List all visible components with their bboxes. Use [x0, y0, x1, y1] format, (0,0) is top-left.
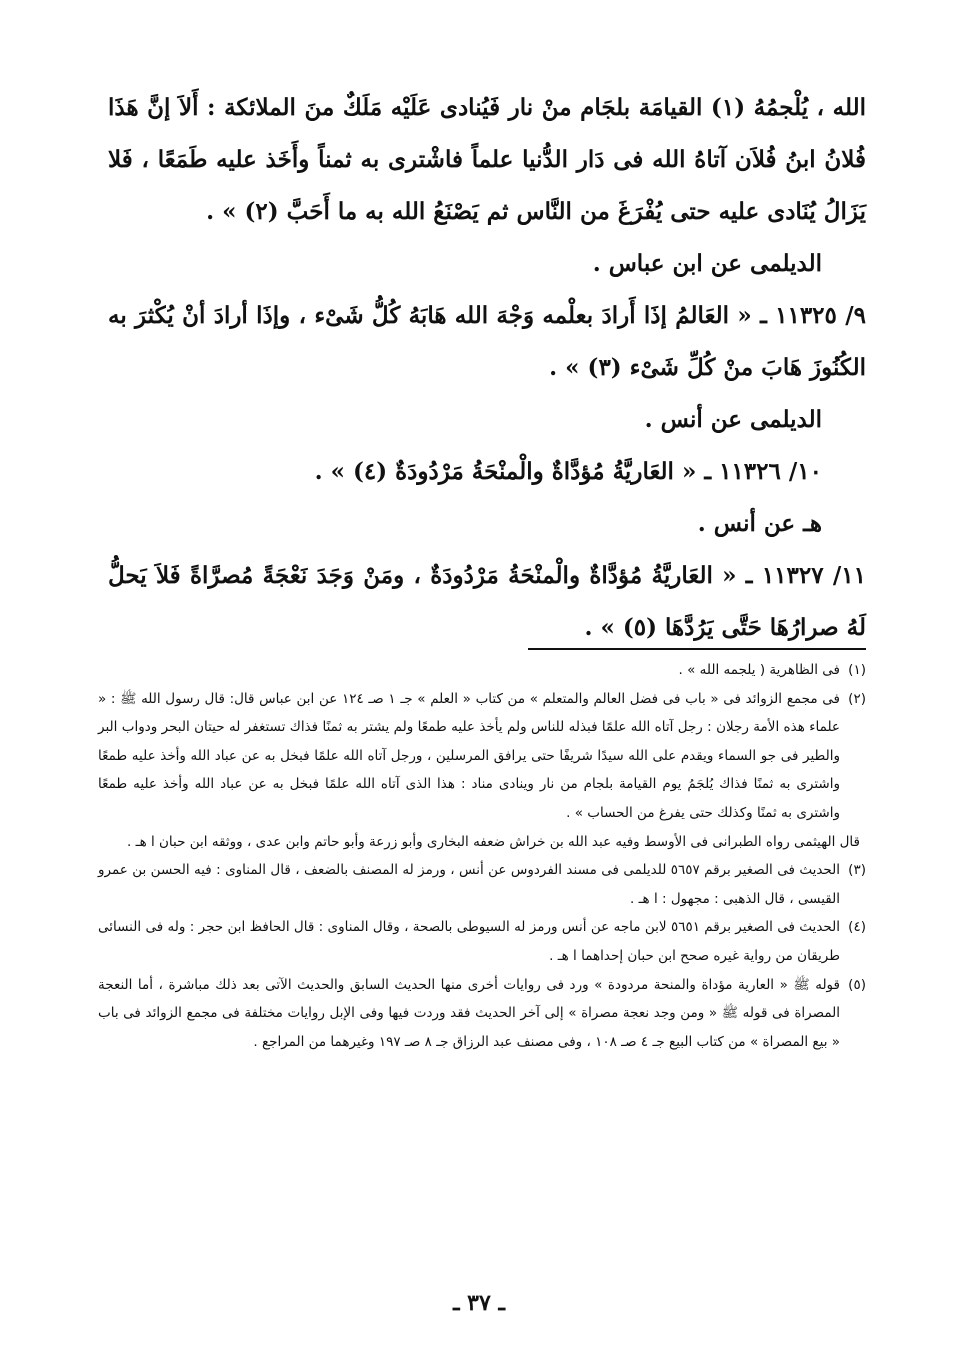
main-text [108, 82, 866, 654]
footnote-divider [528, 648, 866, 650]
hadith-11327: ١١/ ١١٣٢٧ ـ « العَاريَّةُ مُؤدَّاةٌ والْمنْحَةُ مَرْدُودَةٌ ، ومَنْ وَجَدَ نَعْجَةً مُصرَّاةً فَلاَ يَحلُّ لَهُ صرارُهَا حَتَّى يَرُدَّهَا (٥) » . [108, 562, 866, 641]
hadith-source: الديلمى عن ابن عباس . [592, 250, 822, 277]
hadith-source: هـ عن أنس . [697, 510, 822, 537]
footnote-4 [98, 913, 866, 970]
footnote-text: قوله ﷺ « العارية مؤداة والمنحة مردودة » ورد فى روايات أخرى منها الحديث السابق والحديث الآتى بعد ذلك مباشرة ، أما النعجة المصراة فى قوله ﷺ « ومن وجد نعجة مصراة » إلى آخر الحديث فقد وردت فيها وفى الإبل روايات مختلفة فى مجمع الزوائد فى باب « بيع المصراة » من كتاب البيع جـ ٤ صـ ١٠٨ ، وفى مصنف عبد الرزاق جـ ٨ صـ ١٩٧ وغيرهما من المراجع . [98, 976, 840, 1050]
hadith-11325: ٩/ ١١٣٢٥ ـ « العَالمُ إذَا أَرادَ بعلْمه وَجْهَ الله هَابَهُ كُلُّ شَىْء ، وإذَا أرادَ أنْ يُكْثرَ به الكُنُوزَ هَابَ منْ كُلِّ شَىْء (٣) » . [108, 302, 866, 381]
footnote-2-continuation: قال الهيثمى رواه الطبرانى فى الأوسط وفيه عبد الله بن خراش ضعفه البخارى وأبو زرعة وأبو حاتم وابن عدى ، ووثقه ابن حبان ا هـ . [127, 833, 860, 850]
footnote-text: فى الظاهرية ( يلجمه الله » . [678, 662, 840, 678]
footnote-text: الحديث فى الصغير برقم ٥٦٥٧ للديلمى فى مسند الفردوس عن أنس ، ورمز له المصنف بالضعف ، قال المناوى : فيه الحسن بن عمرو القيسى ، قال الذهبى : مجهول : ا هـ . [98, 862, 840, 907]
footnote-number: (٤) [848, 919, 866, 936]
footnote-5 [98, 971, 866, 1057]
footnote-3 [98, 856, 866, 913]
footnote-number: (٥) [848, 976, 866, 993]
footnote-number: (٣) [848, 862, 866, 879]
footnote-text: فى مجمع الزوائد فى « باب فى فضل العالم والمتعلم » من كتاب « العلم » جـ ١ صـ ١٢٤ عن ابن عباس قال: قال رسول الله ﷺ : « علماء هذه الأمة رجلان : رجل آتاه الله علمًا فبذله للناس ولم يأخذ عليه طمعًا ولم يشتر به ثمنًا فذاك تستغفر له حيتان البحر ودواب البر والطير فى جو السماء ويقدم على الله سيدًا شريفًا حتى يرافق المرسلين ، ورجل آتاه الله علمًا فبخل به عن عباد الله وأخذ عليه طمعًا واشترى به ثمنًا فذاك يُلجَمُ يوم القيامة بلجام من نار وينادى مناد : هذا الذى آتاه الله علمًا فبخل به عن عباد الله وأخذ عليه طمعًا واشترى به ثمنًا وكذلك حتى يفرغ من الحساب » . [98, 690, 840, 821]
page-number: ـ ٣٧ ـ [453, 1290, 505, 1316]
hadith-continuation: الله ، يُلْجمُهُ (١) القيامَة بلجَام منْ نار فَيُنادى عَلَيْه مَلَكٌ منَ الملائكة : أَلاَ إنَّ هَذَا فُلانُ ابنُ فُلاَن آتاهُ الله فى دَار الدُّنيا علماً فاشْترى به ثمناً وأَخَذ عليه طَمَعًا ، فَلا يَزَالُ يُنَادى عليه حتى يُفْرَغَ من النَّاس ثم يَصْنَعُ الله به ما أَحَبَّ (٢) » . [108, 94, 866, 225]
footnote-number: (٢) [848, 690, 866, 707]
hadith-11326: ١٠/ ١١٣٢٦ ـ « العَاريَّةُ مُؤدَّاةٌ والْمنْحَةُ مَرْدُودَةٌ (٤) » . [314, 458, 822, 485]
hadith-source: الديلمى عن أنس . [644, 406, 822, 433]
footnote-number: (١) [848, 662, 866, 678]
footnote-1 [98, 656, 866, 685]
footnotes [98, 656, 866, 1056]
footnote-text: الحديث فى الصغير برقم ٥٦٥١ لابن ماجه عن أنس ورمز له السيوطى بالصحة ، وقال المناوى : قال الحافظ ابن حجر : وله فى النسائى طريقان من رواية غيره صحح ابن حبان إحداهما ا هـ . [98, 919, 840, 964]
footnote-2 [98, 685, 866, 828]
